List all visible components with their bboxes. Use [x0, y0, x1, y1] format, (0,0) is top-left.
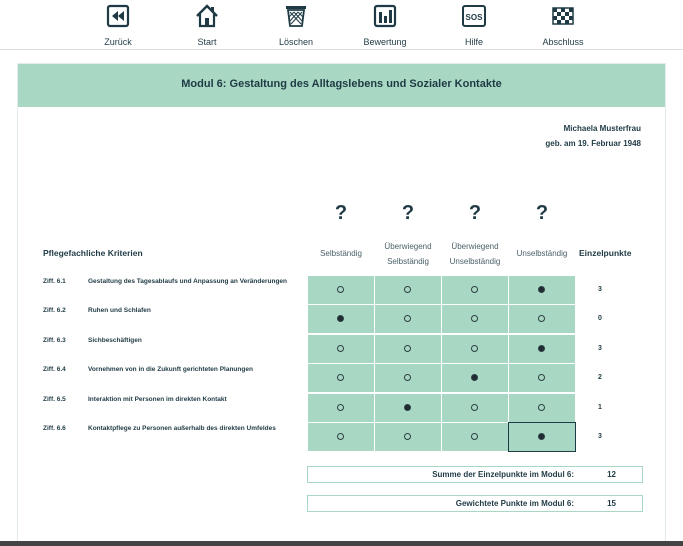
- column-header-selbstaendig: Selbständig: [320, 249, 362, 258]
- criterion-text: Ruhen und Schlafen: [88, 307, 151, 315]
- rating-cell[interactable]: [308, 394, 374, 422]
- weighted-value: 15: [607, 499, 616, 508]
- rating-cell[interactable]: [375, 423, 441, 451]
- radio-button[interactable]: [538, 374, 545, 381]
- help-mark-ueberwiegend-unselbstaendig[interactable]: ?: [468, 202, 482, 224]
- start-button[interactable]: [167, 3, 247, 47]
- rating-label: Bewertung: [363, 37, 407, 47]
- rating-cell[interactable]: [509, 305, 575, 333]
- criterion-number: Ziff. 6.1: [43, 278, 66, 285]
- radio-button[interactable]: [404, 433, 411, 440]
- points-header: Einzelpunkte: [579, 248, 632, 258]
- rating-cell[interactable]: [442, 423, 508, 451]
- person-name: Michaela Musterfrau: [563, 124, 641, 133]
- weighted-label: Gewichtete Punkte im Modul 6:: [455, 499, 574, 508]
- column-header-unselbstaendig: Unselbständig: [516, 249, 568, 258]
- rating-cell[interactable]: [308, 335, 374, 363]
- criterion-text: Interaktion mit Personen im direkten Kontakt: [88, 395, 227, 403]
- radio-button[interactable]: [404, 345, 411, 352]
- rating-cell[interactable]: [509, 423, 575, 451]
- criterion-text: Gestaltung des Tagesablaufs und Anpassung an Veränderungen: [88, 278, 288, 285]
- criterion-number: Ziff. 6.6: [43, 425, 66, 432]
- radio-button[interactable]: [538, 433, 545, 440]
- rating-cell[interactable]: [308, 364, 374, 392]
- sos-icon: [462, 3, 486, 29]
- column-header-ueberwiegend-selbstaendig: Überwiegend Selbständig: [384, 242, 432, 266]
- radio-button[interactable]: [337, 374, 344, 381]
- criterion-points: 0: [598, 315, 602, 323]
- radio-button[interactable]: [404, 315, 411, 322]
- radio-button[interactable]: [337, 404, 344, 411]
- sum-label: Summe der Einzelpunkte im Modul 6:: [432, 470, 574, 479]
- rating-cell[interactable]: [308, 276, 374, 304]
- rating-cell[interactable]: [509, 335, 575, 363]
- rating-cell[interactable]: [509, 276, 575, 304]
- module-header: [18, 64, 665, 107]
- criterion-points: 3: [598, 433, 602, 440]
- delete-label: Löschen: [278, 37, 314, 47]
- rating-cell[interactable]: [375, 305, 441, 333]
- trash-basket-icon: [284, 3, 308, 29]
- rating-cell[interactable]: [442, 305, 508, 333]
- radio-button[interactable]: [538, 286, 545, 293]
- toolbar: [0, 0, 683, 50]
- module-title: Modul 6: Gestaltung des Alltagslebens und Sozialer Kontakte: [181, 78, 502, 90]
- rating-cell[interactable]: [308, 423, 374, 451]
- finish-label: Abschluss: [542, 37, 584, 47]
- sum-box: [307, 466, 643, 483]
- radio-button[interactable]: [471, 286, 478, 293]
- radio-button[interactable]: [404, 374, 411, 381]
- radio-button[interactable]: [538, 404, 545, 411]
- bar-chart-icon: [373, 3, 397, 29]
- person-birthdate: geb. am 19. Februar 1948: [545, 139, 641, 148]
- radio-button[interactable]: [538, 345, 545, 352]
- rating-cell[interactable]: [509, 394, 575, 422]
- criterion-points: 3: [598, 344, 602, 352]
- radio-button[interactable]: [337, 315, 344, 322]
- rewind-icon: [106, 3, 130, 29]
- radio-button[interactable]: [337, 345, 344, 352]
- rating-cell[interactable]: [442, 335, 508, 363]
- module-panel: [17, 63, 666, 545]
- criterion-text: Sichbeschäftigen: [88, 336, 142, 344]
- rating-button[interactable]: [345, 3, 425, 47]
- criteria-header: Pflegefachliche Kriterien: [43, 248, 143, 258]
- start-label: Start: [197, 37, 217, 47]
- criterion-points: 1: [598, 403, 602, 411]
- radio-button[interactable]: [471, 315, 478, 322]
- delete-button[interactable]: [256, 3, 336, 47]
- back-button[interactable]: [78, 3, 158, 47]
- rating-cell[interactable]: [375, 276, 441, 304]
- column-header-ueberwiegend-unselbstaendig: Überwiegend Unselbständig: [449, 242, 501, 266]
- rating-cell[interactable]: [509, 364, 575, 392]
- rating-cell[interactable]: [375, 394, 441, 422]
- weighted-box: [307, 495, 643, 512]
- criterion-points: 3: [598, 286, 602, 293]
- criterion-points: 2: [598, 374, 602, 382]
- radio-button[interactable]: [404, 404, 411, 411]
- radio-button[interactable]: [538, 315, 545, 322]
- sum-value: 12: [607, 470, 616, 479]
- rating-cell[interactable]: [375, 364, 441, 392]
- criterion-text: Kontaktpflege zu Personen außerhalb des direkten Umfeldes: [88, 425, 276, 432]
- help-label: Hilfe: [464, 37, 483, 47]
- criterion-number: Ziff. 6.5: [43, 395, 66, 403]
- radio-button[interactable]: [337, 286, 344, 293]
- rating-cell[interactable]: [375, 335, 441, 363]
- checkered-flag-icon: [551, 3, 575, 29]
- help-mark-selbstaendig[interactable]: ?: [334, 202, 348, 224]
- help-mark-ueberwiegend-selbstaendig[interactable]: ?: [401, 202, 415, 224]
- criterion-number: Ziff. 6.3: [43, 336, 66, 344]
- bottom-bar: [0, 541, 683, 546]
- rating-cell[interactable]: [442, 364, 508, 392]
- finish-button[interactable]: [523, 3, 603, 47]
- radio-button[interactable]: [471, 345, 478, 352]
- rating-cell[interactable]: [442, 276, 508, 304]
- back-label: Zurück: [104, 37, 132, 47]
- radio-button[interactable]: [471, 404, 478, 411]
- radio-button[interactable]: [404, 286, 411, 293]
- radio-button[interactable]: [471, 433, 478, 440]
- home-icon: [195, 3, 219, 29]
- criterion-text: Vornehmen von in die Zukunft gerichteten Planungen: [88, 366, 253, 374]
- radio-button[interactable]: [471, 374, 478, 381]
- criterion-number: Ziff. 6.2: [43, 307, 66, 315]
- svg-text:SOS: SOS: [465, 13, 483, 22]
- rating-cell[interactable]: [442, 394, 508, 422]
- criterion-number: Ziff. 6.4: [43, 366, 66, 374]
- rating-cell[interactable]: [308, 305, 374, 333]
- help-button[interactable]: [434, 3, 514, 47]
- help-mark-unselbstaendig[interactable]: ?: [535, 202, 549, 224]
- radio-button[interactable]: [337, 433, 344, 440]
